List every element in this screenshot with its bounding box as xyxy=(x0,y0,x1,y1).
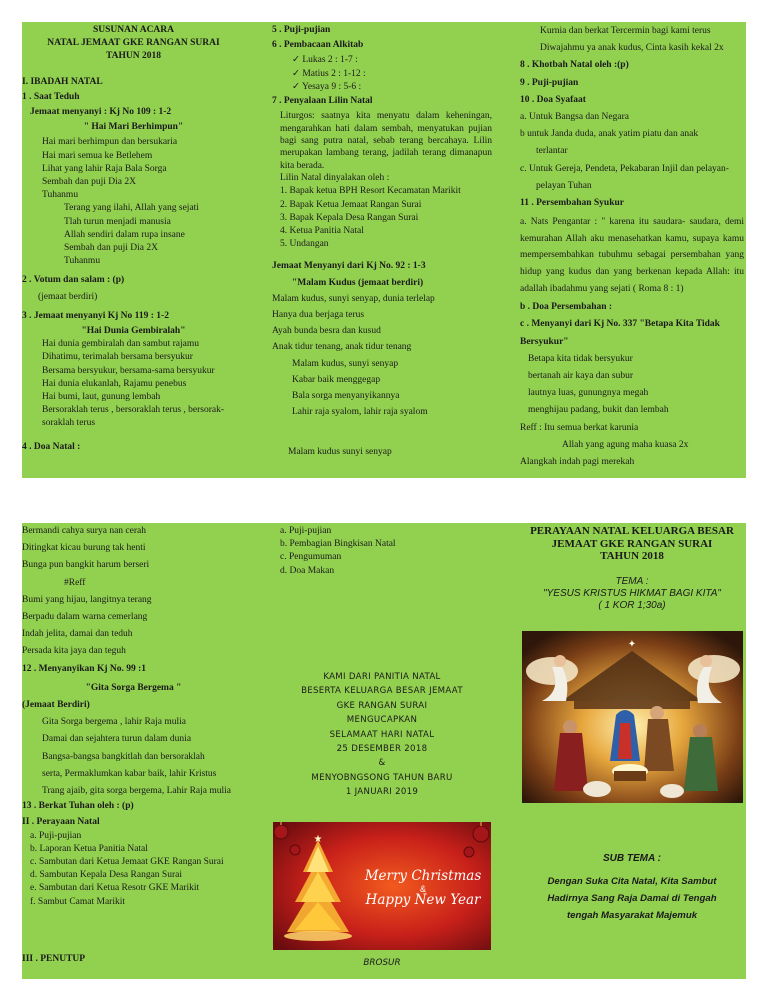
text-line: 13 . Berkat Tuhan oleh : (p) xyxy=(22,801,134,812)
tema-verse: ( 1 KOR 1;30a) xyxy=(598,599,666,611)
greeting-line: MENYOBNGSONG TAHUN BARU xyxy=(311,772,453,783)
text-line: 10 . Doa Syafaat xyxy=(520,94,586,105)
text-line: a. Nats Pengantar : " karena itu saudara- saudara, demi kemurahan Allah aku menasehatkan kamu, supaya kamu mempersembahkan tubuhmu sebagai persembahan yang hidup yang kudus dan yang berkenan kepada Allah: itu adallah ibadahmu yang sejati ( Roma 8 : 1) xyxy=(520,217,744,294)
greeting-line: 1 JANUARI 2019 xyxy=(345,787,419,798)
text-line: Alangkah indah pagi merekah xyxy=(520,457,635,468)
text-line: ✓ Matius 2 : 1-12 : xyxy=(292,68,366,79)
text-line: I. IBADAH NATAL xyxy=(22,76,103,87)
text-line: Malam kudus, sunyi senyap xyxy=(292,358,399,369)
text-line: Kurnia dan berkat Tercermin bagi kami terus xyxy=(540,26,711,36)
text-line: terlantar xyxy=(536,146,568,157)
text-line: NATAL JEMAAT GKE RANGAN SURAI xyxy=(47,38,220,49)
text-line: 5. Undangan xyxy=(280,239,329,250)
greeting-block xyxy=(272,670,492,800)
greeting-line: & xyxy=(378,758,386,769)
subtema-line: Hadirnya Sang Raja Damai di Tengah xyxy=(547,893,717,904)
text-line: 1. Bapak ketua BPH Resort Kecamatan Marikit xyxy=(280,186,461,197)
text-line: 3 . Jemaat menyanyi Kj No 119 : 1-2 xyxy=(22,310,169,321)
text-line: Bunga pun bangkit harum berseri xyxy=(22,560,150,571)
text-line: menghijau padang, bukit dan lembah xyxy=(528,405,669,416)
text-line: Hai dunia gembiralah dan sambut rajamu xyxy=(42,339,199,350)
text-line: Ditingkat kicau burung tak henti xyxy=(22,543,146,554)
greeting-line: GKE RANGAN SURAI xyxy=(336,700,428,711)
text-line: Hai mari semua ke Betlehem xyxy=(42,150,153,161)
text-line: bertanah air kaya dan subur xyxy=(528,371,633,382)
text-line: Tlah turun menjadi manusia xyxy=(64,216,171,227)
sheep xyxy=(660,784,684,798)
text-line: " Hai Mari Berhimpun" xyxy=(83,122,184,133)
text-line: 7 . Penyalaan Lilin Natal xyxy=(272,96,373,107)
text-line: "Malam Kudus (jemaat berdiri) xyxy=(292,277,424,288)
sheep xyxy=(583,781,611,797)
text-line: Reff : Itu semua berkat karunia xyxy=(520,422,639,433)
text-line: c. Pengumuman xyxy=(280,552,342,563)
text-line: Jemaat Menyanyi dari Kj No. 92 : 1-3 xyxy=(272,261,426,272)
cover-title-line: TAHUN 2018 xyxy=(600,550,664,562)
text-line: Lilin Natal dinyalakan oleh : xyxy=(280,173,390,184)
text-line: b. Laporan Ketua Panitia Natal xyxy=(30,843,148,854)
text-line: Hai bumi, laut, gunung lembah xyxy=(42,392,161,403)
text-line: Jemaat menyanyi : Kj No 109 : 1-2 xyxy=(30,107,172,118)
brochure-page-1 xyxy=(22,22,746,478)
text-line: Kabar baik menggegap xyxy=(292,374,381,385)
text-line: 4. Ketua Panitia Natal xyxy=(280,226,364,237)
ornament-ball xyxy=(274,825,288,839)
text-line: (jemaat berdiri) xyxy=(38,291,98,302)
text-line: Lihat yang lahir Raja Bala Sorga xyxy=(42,163,167,174)
text-line: e. Sambutan dari Ketua Resotr GKE Marikit xyxy=(30,883,200,894)
text-line: ✓ Lukas 2 : 1-7 : xyxy=(292,55,358,66)
text-line: (Jemaat Berdiri) xyxy=(22,700,90,711)
text-line: b. Pembagian Bingkisan Natal xyxy=(280,539,396,550)
text-line: 4 . Doa Natal : xyxy=(22,441,81,452)
text-line: a. Untuk Bangsa dan Negara xyxy=(520,112,629,123)
text-line: Tuhanmu xyxy=(64,256,101,267)
greeting-line: BESERTA KELUARGA BESAR JEMAAT xyxy=(301,686,463,697)
text-line: Berpadu dalam warna cemerlang xyxy=(22,612,148,623)
nativity-image xyxy=(522,631,743,803)
text-line: Bala sorga menyanyikannya xyxy=(292,391,400,402)
column-3 xyxy=(520,25,744,469)
text-line: Dihatimu, terimalah bersama bersyukur xyxy=(42,352,193,363)
subtema-text xyxy=(520,873,744,924)
text-line: c . Menyanyi dari Kj No. 337 "Betapa Kita Tidak xyxy=(520,319,720,330)
text-line: c. Sambutan dari Ketua Jemaat GKE Rangan Surai xyxy=(30,857,224,868)
column-2 xyxy=(272,525,492,968)
text-line: Damai dan sejahtera turun dalam dunia xyxy=(42,734,192,745)
text-line: II . Perayaan Natal xyxy=(22,817,100,828)
subtema-line: Dengan Suka Cita Natal, Kita Sambut xyxy=(547,876,717,887)
text-line: 11 . Persembahan Syukur xyxy=(520,198,624,209)
cover-title-line: PERAYAAN NATAL KELUARGA BESAR xyxy=(530,525,734,537)
text-line: Sembah dan puji Dia 2X xyxy=(42,177,136,188)
text-line: d. Sambutan Kepala Desa Rangan Surai xyxy=(30,870,182,881)
text-line: Ayah bunda besra dan kusud xyxy=(272,326,381,337)
text-line: Anak tidur tenang, anak tidur tenang xyxy=(272,342,412,353)
column-1 xyxy=(22,24,245,454)
ornament-ball xyxy=(464,847,474,857)
text-line: Malam kudus, sunyi senyap, dunia terlelap xyxy=(272,293,435,304)
tema-text: "YESUS KRISTUS HIKMAT BAGI KITA" xyxy=(543,587,721,599)
text-line: b . Doa Persembahan : xyxy=(520,302,613,313)
text-line: Persada kita jaya dan teguh xyxy=(22,646,126,657)
text-line: Bangsa-bangsa bangkitlah dan bersoraklah xyxy=(42,751,205,762)
text-line: #Reff xyxy=(64,577,86,588)
subtema-line: tengah Masyarakat Majemuk xyxy=(566,910,698,921)
nativity-scene-svg xyxy=(522,631,743,803)
text-line: Malam kudus sunyi senyap xyxy=(288,446,392,457)
ornament-ball xyxy=(290,845,300,855)
text-line: Tuhanmu xyxy=(42,190,79,201)
text-line: soraklah terus xyxy=(42,418,96,429)
text-line: 1 . Saat Teduh xyxy=(22,91,80,102)
text-line: Betapa kita tidak bersyukur xyxy=(528,353,633,364)
text-line: Bumi yang hijau, langitnya terang xyxy=(22,594,152,605)
text-line: serta, Permaklumkan kabar baik, lahir Kristus xyxy=(42,768,217,779)
greeting-line: SELAMAAT HARI NATAL xyxy=(329,729,435,740)
christmas-card-svg xyxy=(273,822,491,950)
text-line: c. Untuk Gereja, Pendeta, Pekabaran Injil dan pelayan- xyxy=(520,163,729,174)
text-line: lautnya luas, gunungnya megah xyxy=(528,388,649,399)
text-line: a. Puji-pujian xyxy=(280,526,332,536)
column-2 xyxy=(272,24,492,459)
card-merry-christmas: Merry Christmas xyxy=(364,868,482,884)
brosur-label: BROSUR xyxy=(363,958,401,968)
text-line: "Hai Dunia Gembiralah" xyxy=(81,326,186,337)
ornament-ball xyxy=(473,826,489,842)
text-line: Bersama bersyukur, bersama-sama bersyukur xyxy=(42,365,215,376)
svg-text:★: ★ xyxy=(313,834,323,845)
text-line: 3. Bapak Kepala Desa Rangan Surai xyxy=(280,212,419,223)
text-line: 2. Bapak Ketua Jemaat Rangan Surai xyxy=(280,199,422,210)
text-line: Diwajahmu ya anak kudus, Cinta kasih kekal 2x xyxy=(540,43,724,54)
text-line: 8 . Khotbah Natal oleh :(p) xyxy=(520,60,629,71)
greeting-line: 25 DESEMBER 2018 xyxy=(336,744,428,755)
greeting-line: KAMI DARI PANITIA NATAL xyxy=(323,672,441,682)
text-line: pelayan Tuhan xyxy=(536,180,592,191)
text-line: Trang ajaib, gita sorga bergema, Lahir Raja mulia xyxy=(42,786,231,797)
text-line: TAHUN 2018 xyxy=(106,51,161,62)
text-line: Gita Sorga bergema , lahir Raja mulia xyxy=(42,717,186,728)
text-line: Lahir raja syalom, lahir raja syalom xyxy=(292,407,428,418)
text-line: 5 . Puji-pujian xyxy=(272,25,331,35)
text-line: Bermandi cahya surya nan cerah xyxy=(22,526,146,536)
text-line: Hai mari berhimpun dan bersukaria xyxy=(42,137,178,148)
text-line: ✓ Yesaya 9 : 5-6 : xyxy=(292,81,362,92)
subtema-label: SUB TEMA : xyxy=(603,853,661,864)
text-line: Allah yang agung maha kuasa 2x xyxy=(562,439,689,450)
text-line: f. Sambut Camat Marikit xyxy=(30,896,125,907)
text-line: 12 . Menyanyikan Kj No. 99 :1 xyxy=(22,663,147,674)
greeting-line: MENGUCAPKAN xyxy=(346,715,418,726)
text-line: Bersyukur" xyxy=(520,336,569,347)
cover-title-line: JEMAAT GKE RANGAN SURAI xyxy=(551,537,713,550)
text-line: 6 . Pembacaan Alkitab xyxy=(272,40,364,51)
text-line: Bersoraklah terus , bersoraklah terus , bersorak- xyxy=(42,405,225,416)
text-line: Liturgos: saatnya kita menyatu dalam keheningan, mengarahkan hati dalam sembah, menyatukan pujian bagi sang putra natal, sebab terang bercahaya. Lilin merupakan lambang terang, jadilah terang dimanapun kita berada. xyxy=(280,111,492,171)
christmas-card-image xyxy=(273,822,491,950)
cover-column xyxy=(520,525,744,921)
text-line: Sembah dan puji Dia 2X xyxy=(64,243,158,254)
text-line: 2 . Votum dan salam : (p) xyxy=(22,275,125,286)
brochure-page-2 xyxy=(22,523,746,979)
column-1 xyxy=(22,525,245,966)
text-line: d. Doa Makan xyxy=(280,565,335,576)
text-line: Hanya dua berjaga terus xyxy=(272,310,365,321)
card-happy-new-year: Happy New Year xyxy=(365,892,481,908)
text-line: 9 . Puji-pujian xyxy=(520,77,579,88)
card-ampersand: & xyxy=(419,884,427,894)
text-line: Allah sendiri dalam rupa insane xyxy=(64,229,185,240)
tema-label: TEMA : xyxy=(615,575,649,587)
star-icon: ✦ xyxy=(627,639,637,650)
text-line: Hai dunia elukanlah, Rajamu penebus xyxy=(42,378,187,389)
text-line: Indah jelita, damai dan teduh xyxy=(22,629,133,640)
text-line: "Gita Sorga Bergema " xyxy=(85,682,182,693)
text-line: a. Puji-pujian xyxy=(30,830,82,841)
cover-title xyxy=(520,525,744,563)
text-line: SUSUNAN ACARA xyxy=(92,25,175,35)
text-line: b untuk Janda duda, anak yatim piatu dan anak xyxy=(520,129,699,140)
text-line: Terang yang ilahi, Allah yang sejati xyxy=(64,203,199,214)
text-line: III . PENUTUP xyxy=(22,953,86,964)
